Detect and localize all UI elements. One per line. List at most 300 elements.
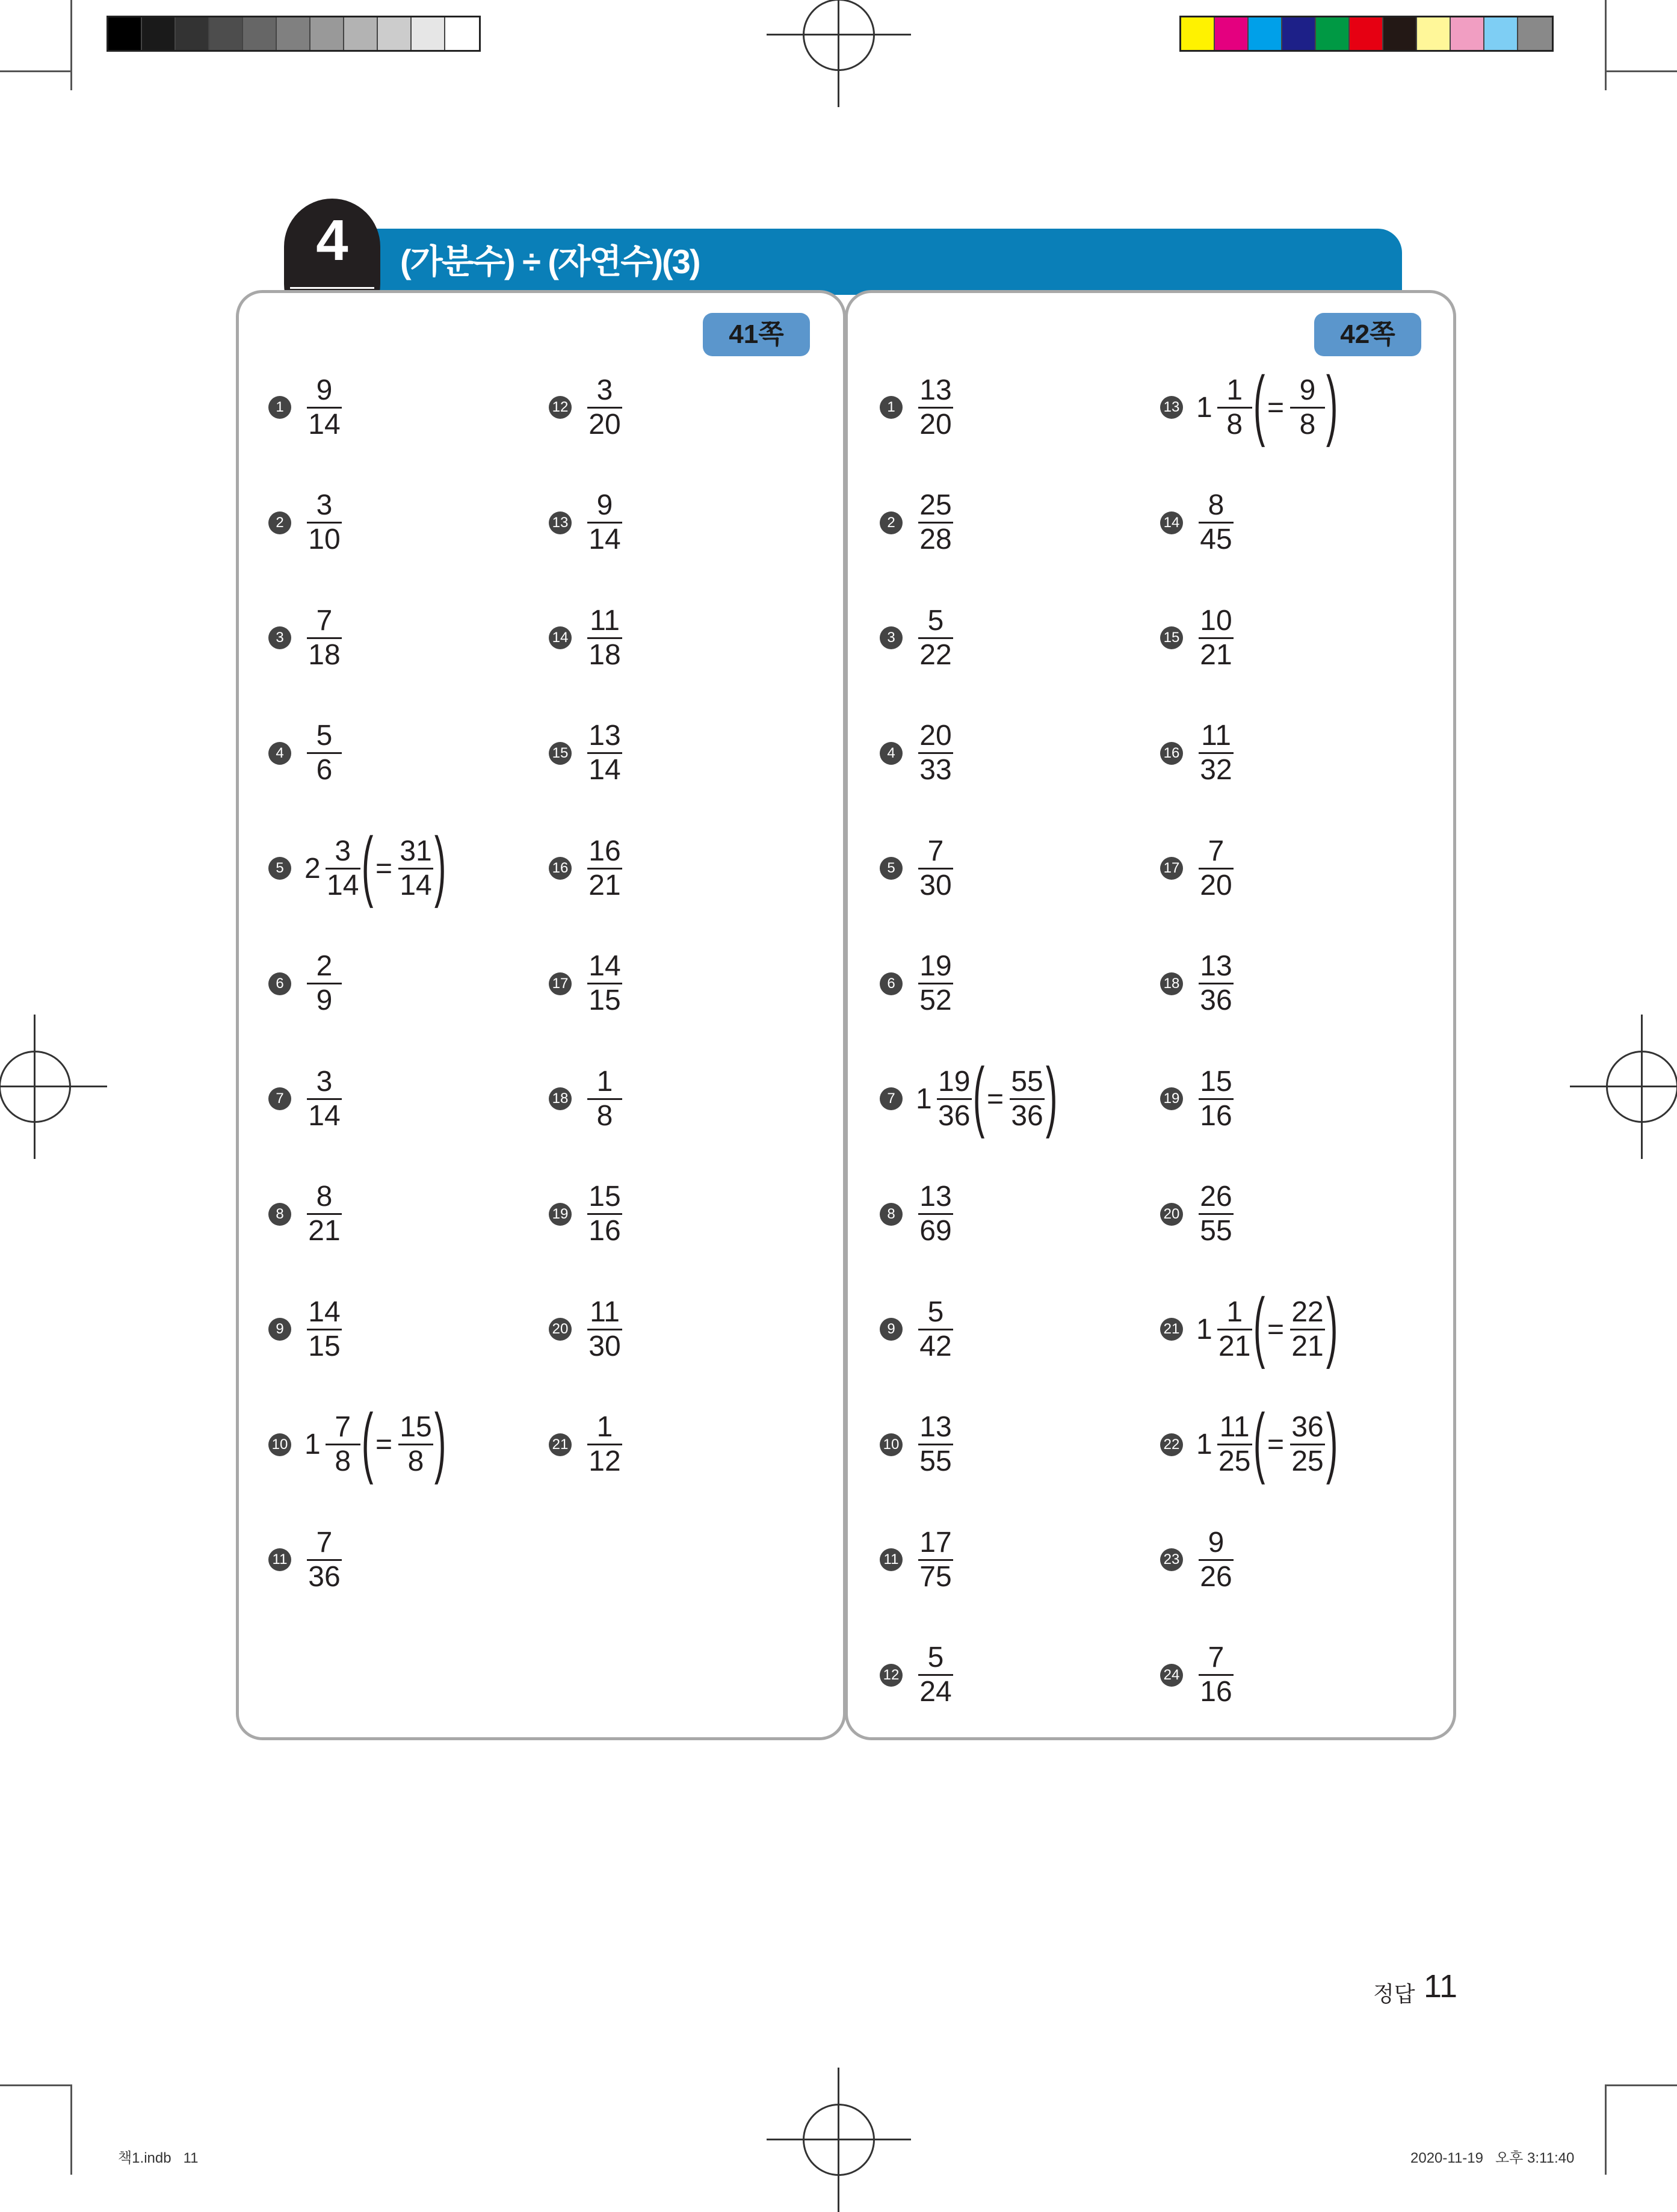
fraction <box>1215 1296 1255 1363</box>
equals-sign: = <box>987 1083 1004 1115</box>
fraction <box>1288 374 1327 441</box>
problem-number: 4 <box>880 742 903 765</box>
gray-swatch <box>378 17 412 50</box>
numerator: 13 <box>919 1181 952 1213</box>
fraction <box>585 1411 625 1478</box>
denominator: 33 <box>919 754 952 786</box>
answer-item <box>268 821 446 909</box>
denominator: 75 <box>919 1560 952 1593</box>
whole-number: 1 <box>304 1429 321 1460</box>
numerator: 2 <box>316 950 333 982</box>
left-page-tag: 41쪽 <box>703 313 810 356</box>
whole-number: 1 <box>916 1083 932 1115</box>
registration-mark <box>767 2068 911 2212</box>
fraction <box>304 1296 344 1363</box>
numerator: 13 <box>588 720 621 752</box>
denominator: 8 <box>1226 408 1243 440</box>
numerator: 9 <box>316 374 333 406</box>
right-paren: ) <box>434 821 446 909</box>
numerator: 1 <box>1226 374 1243 406</box>
denominator: 21 <box>1218 1330 1251 1362</box>
left-paren: ( <box>1253 1397 1265 1485</box>
numerator: 5 <box>316 720 333 752</box>
answer-item <box>1160 714 1236 792</box>
problem-number: 10 <box>880 1433 903 1456</box>
whole-number: 2 <box>304 852 321 885</box>
print-timestamp: 2020-11-19 오후 3:11:40 <box>1410 2150 1575 2166</box>
fraction <box>1196 720 1236 786</box>
numerator: 7 <box>1208 835 1225 867</box>
problem-number: 19 <box>1160 1087 1183 1110</box>
answer-item <box>549 829 625 907</box>
numerator: 14 <box>588 950 621 982</box>
fraction <box>304 605 344 672</box>
answer-item <box>880 829 956 907</box>
crop-mark <box>1605 2084 1607 2175</box>
registration-mark <box>0 1015 107 1159</box>
problem-number: 20 <box>1160 1203 1183 1226</box>
answer-item <box>549 1406 625 1484</box>
denominator: 14 <box>327 869 359 901</box>
problem-number: 2 <box>268 511 291 534</box>
numerator: 9 <box>1208 1526 1225 1559</box>
numerator: 1 <box>596 1411 613 1443</box>
problem-number: 15 <box>1160 626 1183 649</box>
problem-number: 15 <box>549 742 572 765</box>
numerator: 3 <box>316 1065 333 1098</box>
numerator: 11 <box>1201 720 1231 752</box>
color-swatch <box>1484 17 1518 50</box>
equals-sign: = <box>1267 1313 1285 1345</box>
problem-number: 13 <box>1160 396 1183 419</box>
problem-number: 21 <box>1160 1318 1183 1341</box>
crop-mark <box>1605 70 1677 72</box>
fraction <box>934 1066 974 1132</box>
fraction <box>396 835 436 902</box>
fraction <box>304 374 344 441</box>
fraction <box>1196 605 1236 672</box>
problem-number: 6 <box>268 972 291 995</box>
answer-item <box>549 368 625 446</box>
fraction <box>916 374 956 441</box>
numerator: 1 <box>596 1065 613 1098</box>
color-swatch <box>1451 17 1484 50</box>
fraction <box>585 605 625 672</box>
problem-number: 7 <box>880 1087 903 1110</box>
numerator: 10 <box>1200 604 1232 637</box>
answer-item <box>268 945 344 1023</box>
numerator: 15 <box>400 1411 432 1443</box>
numerator: 9 <box>596 489 613 521</box>
left-paren: ( <box>1253 1282 1265 1370</box>
fraction <box>585 1296 625 1363</box>
gray-swatch <box>108 17 142 50</box>
fraction <box>916 1296 956 1363</box>
denominator: 45 <box>1200 524 1232 555</box>
fraction <box>585 950 625 1017</box>
answer-item <box>549 714 625 792</box>
fraction <box>1196 835 1236 902</box>
answer-item <box>1160 1397 1338 1485</box>
problem-number: 11 <box>268 1548 291 1571</box>
numerator: 1 <box>1226 1296 1243 1328</box>
problem-number: 21 <box>549 1433 572 1456</box>
answer-item <box>880 1636 956 1714</box>
fraction <box>304 950 344 1017</box>
denominator: 18 <box>308 638 341 671</box>
numerator: 22 <box>1291 1296 1324 1328</box>
numerator: 7 <box>1208 1642 1225 1673</box>
gray-swatch <box>176 17 209 50</box>
fraction <box>585 835 625 902</box>
numerator: 20 <box>919 720 952 752</box>
gray-swatch <box>344 17 378 50</box>
denominator: 36 <box>938 1099 971 1132</box>
answer-item <box>268 1397 446 1485</box>
denominator: 14 <box>588 524 621 555</box>
fraction <box>916 1642 956 1708</box>
denominator: 14 <box>588 754 621 786</box>
denominator: 14 <box>400 869 432 901</box>
denominator: 21 <box>1200 638 1232 671</box>
gray-swatch <box>412 17 445 50</box>
denominator: 18 <box>588 638 621 671</box>
fraction <box>1288 1411 1327 1478</box>
problem-number: 3 <box>268 626 291 649</box>
denominator: 36 <box>308 1560 341 1593</box>
problem-number: 1 <box>268 396 291 419</box>
gray-swatch <box>142 17 176 50</box>
denominator: 55 <box>1200 1215 1232 1247</box>
fraction <box>585 1066 625 1132</box>
gray-swatch <box>310 17 344 50</box>
answer-item <box>880 945 956 1023</box>
color-swatch <box>1316 17 1350 50</box>
denominator: 9 <box>316 984 333 1016</box>
problem-number: 18 <box>1160 972 1183 995</box>
problem-number: 14 <box>549 626 572 649</box>
numerator: 36 <box>1291 1411 1324 1443</box>
fraction <box>1196 1066 1236 1132</box>
problem-number: 22 <box>1160 1433 1183 1456</box>
answer-item <box>1160 945 1236 1023</box>
equals-sign: = <box>1267 1429 1285 1460</box>
numerator: 3 <box>335 835 351 867</box>
denominator: 55 <box>919 1445 952 1477</box>
answer-item <box>268 484 344 562</box>
equals-sign: = <box>375 852 393 885</box>
answer-item <box>268 368 344 446</box>
right-page-tag: 42쪽 <box>1314 313 1421 356</box>
numerator: 25 <box>919 489 952 521</box>
numerator: 16 <box>588 835 621 867</box>
answer-item <box>880 368 956 446</box>
denominator: 8 <box>596 1099 613 1132</box>
numerator: 8 <box>316 1181 333 1213</box>
denominator: 25 <box>1291 1445 1324 1477</box>
problem-number: 14 <box>1160 511 1183 534</box>
answer-item <box>880 1521 956 1599</box>
problem-number: 16 <box>549 857 572 880</box>
denominator: 69 <box>919 1215 952 1247</box>
denominator: 20 <box>588 408 621 440</box>
fraction <box>916 1527 956 1593</box>
denominator: 42 <box>919 1330 952 1362</box>
answer-item <box>880 1406 956 1484</box>
fraction <box>1288 1296 1327 1363</box>
numerator: 55 <box>1011 1065 1043 1098</box>
fraction <box>396 1411 436 1478</box>
color-strip <box>1179 16 1554 52</box>
fraction <box>1215 374 1255 441</box>
denominator: 21 <box>588 869 621 901</box>
problem-number: 7 <box>268 1087 291 1110</box>
problem-number: 11 <box>880 1548 903 1571</box>
fraction <box>585 374 625 441</box>
problem-number: 8 <box>268 1203 291 1226</box>
gray-swatch <box>209 17 243 50</box>
denominator: 20 <box>919 408 952 440</box>
day-divider <box>290 287 374 289</box>
equals-sign: = <box>1267 391 1285 424</box>
answer-item <box>1160 1636 1236 1714</box>
left-paren: ( <box>1253 360 1265 448</box>
problem-number: 4 <box>268 742 291 765</box>
color-swatch <box>1282 17 1316 50</box>
fraction <box>304 1527 344 1593</box>
numerator: 13 <box>1200 950 1232 982</box>
answer-item <box>549 1060 625 1138</box>
fraction <box>323 835 363 902</box>
fraction <box>1196 489 1236 556</box>
crop-mark <box>70 0 72 90</box>
denominator: 15 <box>588 984 621 1016</box>
numerator: 9 <box>1299 374 1316 406</box>
numerator: 5 <box>927 1642 944 1673</box>
answer-item <box>549 945 625 1023</box>
denominator: 12 <box>588 1445 621 1477</box>
answer-item <box>1160 1060 1236 1138</box>
problem-number: 1 <box>880 396 903 419</box>
grayscale-strip <box>107 16 481 52</box>
answer-item <box>268 714 344 792</box>
fraction <box>916 835 956 902</box>
whole-number: 1 <box>1196 391 1212 424</box>
fraction <box>1196 950 1236 1017</box>
registration-mark <box>1570 1015 1677 1159</box>
fraction <box>323 1411 363 1478</box>
numerator: 19 <box>938 1065 971 1098</box>
numerator: 19 <box>919 950 952 982</box>
file-slug: 책1.indb 11 <box>118 2150 199 2166</box>
answer-item <box>1160 1521 1236 1599</box>
right-paren: ) <box>434 1397 446 1485</box>
denominator: 14 <box>308 408 341 440</box>
gray-swatch <box>445 17 479 50</box>
denominator: 22 <box>919 638 952 671</box>
fraction <box>304 1066 344 1132</box>
denominator: 52 <box>919 984 952 1016</box>
numerator: 3 <box>596 374 613 406</box>
denominator: 16 <box>1200 1676 1232 1708</box>
numerator: 13 <box>919 374 952 406</box>
numerator: 5 <box>927 604 944 637</box>
denominator: 8 <box>407 1445 424 1477</box>
answer-item <box>268 1521 344 1599</box>
numerator: 7 <box>316 1526 333 1559</box>
crop-mark <box>70 2084 72 2175</box>
denominator: 10 <box>308 524 341 555</box>
problem-number: 5 <box>268 857 291 880</box>
answer-item <box>1160 484 1236 562</box>
fraction <box>585 1181 625 1247</box>
gray-swatch <box>277 17 310 50</box>
color-swatch <box>1249 17 1282 50</box>
denominator: 28 <box>919 524 952 555</box>
crop-mark <box>0 70 72 72</box>
numerator: 8 <box>1208 489 1225 521</box>
color-swatch <box>1383 17 1417 50</box>
numerator: 3 <box>316 489 333 521</box>
answer-item <box>1160 1282 1338 1370</box>
numerator: 14 <box>308 1296 341 1328</box>
problem-number: 13 <box>549 511 572 534</box>
answer-item <box>880 1051 1058 1139</box>
fraction <box>304 1181 344 1247</box>
denominator: 24 <box>919 1676 952 1708</box>
denominator: 16 <box>588 1215 621 1247</box>
numerator: 17 <box>919 1526 952 1559</box>
answer-item <box>268 1290 344 1368</box>
registration-mark <box>767 0 911 107</box>
left-paren: ( <box>361 821 374 909</box>
numerator: 11 <box>590 604 620 637</box>
fraction <box>1196 1642 1236 1708</box>
denominator: 21 <box>308 1215 341 1247</box>
denominator: 26 <box>1200 1560 1232 1593</box>
numerator: 15 <box>1200 1065 1232 1098</box>
denominator: 16 <box>1200 1099 1232 1132</box>
fraction <box>1196 1527 1236 1593</box>
numerator: 15 <box>588 1181 621 1213</box>
numerator: 13 <box>919 1411 952 1443</box>
fraction <box>585 489 625 556</box>
answer-item <box>880 714 956 792</box>
denominator: 14 <box>308 1099 341 1132</box>
numerator: 7 <box>335 1411 351 1443</box>
fraction <box>304 489 344 556</box>
problem-number: 8 <box>880 1203 903 1226</box>
answer-item <box>1160 1175 1236 1253</box>
denominator: 21 <box>1291 1330 1324 1362</box>
problem-number: 5 <box>880 857 903 880</box>
numerator: 31 <box>400 835 432 867</box>
fraction <box>916 1181 956 1247</box>
problem-number: 2 <box>880 511 903 534</box>
answer-label: 정답 <box>1373 1982 1415 2006</box>
answer-item <box>549 1290 625 1368</box>
fraction <box>916 720 956 786</box>
answer-item <box>549 1175 625 1253</box>
problem-number: 20 <box>549 1318 572 1341</box>
problem-number: 12 <box>880 1664 903 1687</box>
answer-item <box>549 599 625 677</box>
denominator: 25 <box>1218 1445 1251 1477</box>
fraction <box>1196 1181 1236 1247</box>
answer-item <box>268 1175 344 1253</box>
right-paren: ) <box>1045 1051 1058 1139</box>
crop-mark <box>0 2084 72 2086</box>
fraction <box>304 720 344 786</box>
problem-number: 19 <box>549 1203 572 1226</box>
page-title: (가분수) ÷ (자연수)(3) <box>400 243 700 280</box>
whole-number: 1 <box>1196 1313 1212 1345</box>
denominator: 8 <box>1299 408 1316 440</box>
denominator: 32 <box>1200 754 1232 786</box>
color-swatch <box>1350 17 1383 50</box>
fraction <box>1215 1411 1255 1478</box>
left-paren: ( <box>972 1051 985 1139</box>
answer-item <box>268 1060 344 1138</box>
color-swatch <box>1518 17 1552 50</box>
fraction <box>916 1411 956 1478</box>
problem-number: 12 <box>549 396 572 419</box>
problem-number: 16 <box>1160 742 1183 765</box>
problem-number: 9 <box>880 1318 903 1341</box>
equals-sign: = <box>375 1429 393 1460</box>
answer-item <box>880 1290 956 1368</box>
numerator: 7 <box>316 604 333 637</box>
right-paren: ) <box>1326 1282 1338 1370</box>
color-swatch <box>1215 17 1249 50</box>
gray-swatch <box>243 17 277 50</box>
denominator: 6 <box>316 754 333 786</box>
fraction <box>916 605 956 672</box>
numerator: 7 <box>927 835 944 867</box>
numerator: 11 <box>1219 1411 1250 1443</box>
day-number: 4 <box>316 208 348 273</box>
numerator: 11 <box>590 1296 620 1328</box>
problem-number: 17 <box>549 972 572 995</box>
problem-number: 23 <box>1160 1548 1183 1571</box>
answer-item <box>880 599 956 677</box>
crop-mark <box>1605 2084 1677 2086</box>
problem-number: 18 <box>549 1087 572 1110</box>
answer-item <box>1160 829 1236 907</box>
fraction <box>916 489 956 556</box>
right-paren: ) <box>1326 1397 1338 1485</box>
answer-item <box>1160 599 1236 677</box>
problem-number: 3 <box>880 626 903 649</box>
fraction <box>1007 1066 1047 1132</box>
answer-item <box>1160 360 1338 448</box>
left-paren: ( <box>361 1397 374 1485</box>
denominator: 30 <box>919 869 952 901</box>
problem-number: 9 <box>268 1318 291 1341</box>
problem-number: 10 <box>268 1433 291 1456</box>
whole-number: 1 <box>1196 1429 1212 1460</box>
page-number: 11 <box>1424 1968 1458 2004</box>
denominator: 36 <box>1200 984 1232 1016</box>
color-swatch <box>1417 17 1451 50</box>
denominator: 36 <box>1011 1099 1043 1132</box>
denominator: 8 <box>335 1445 351 1477</box>
fraction <box>916 950 956 1017</box>
fraction <box>585 720 625 786</box>
answer-item <box>549 484 625 562</box>
denominator: 20 <box>1200 869 1232 901</box>
color-swatch <box>1181 17 1215 50</box>
